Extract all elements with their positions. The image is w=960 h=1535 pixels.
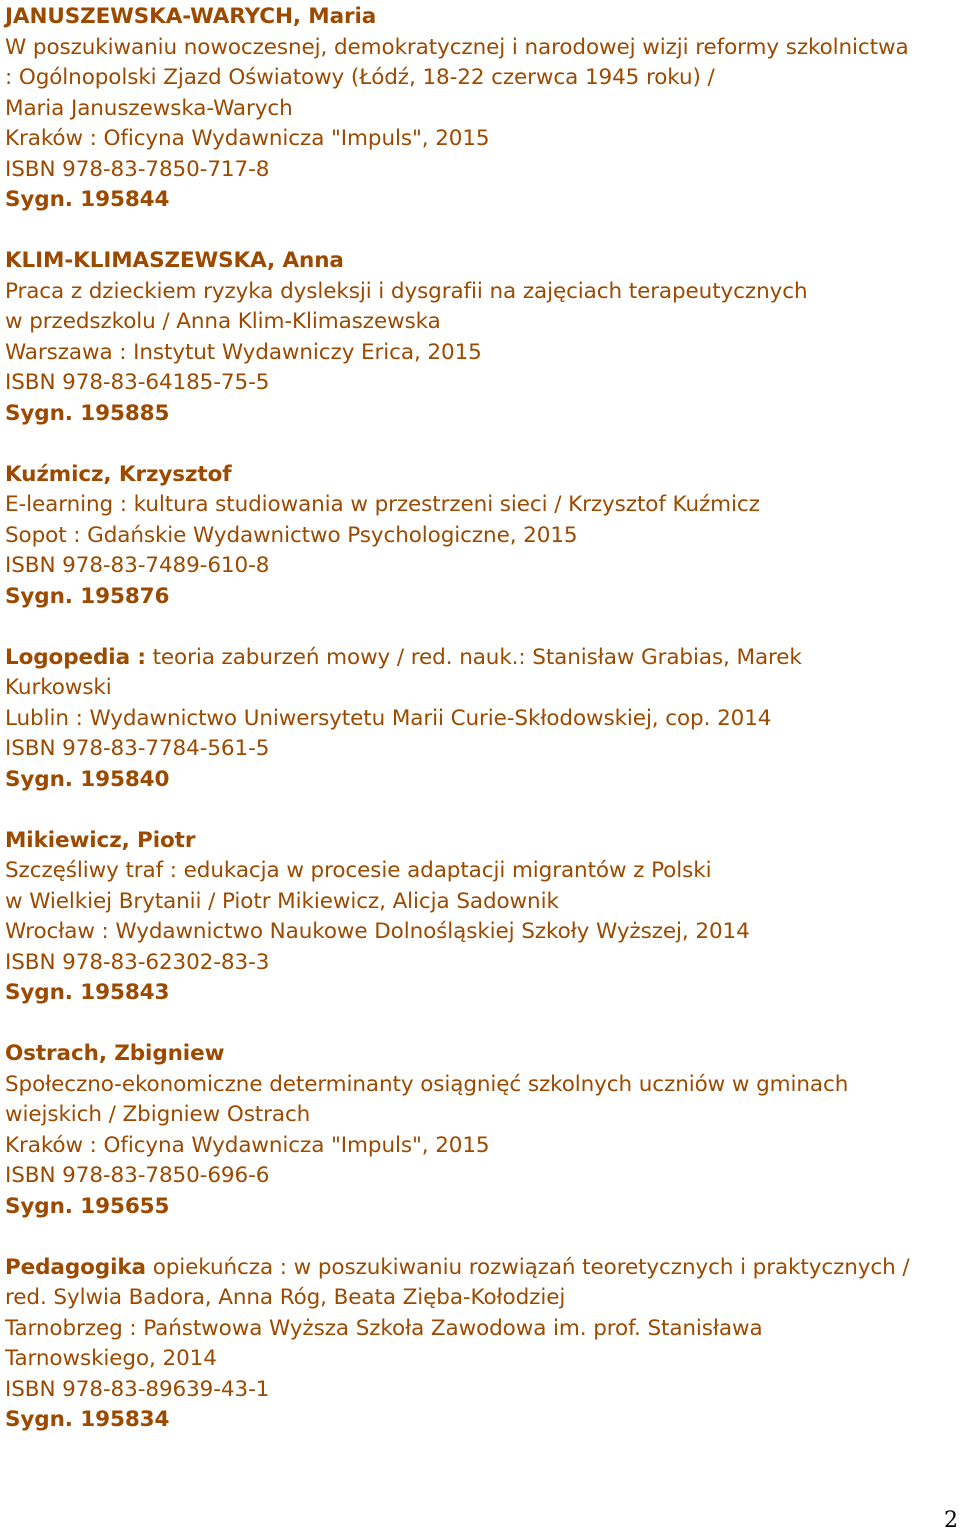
entry-isbn: ISBN 978-83-89639-43-1 (5, 1376, 270, 1402)
entry-call-number: Sygn. 195876 (5, 583, 170, 609)
entry-author-heading: Ostrach, Zbigniew (5, 1041, 225, 1066)
bibliography-entry (5, 2, 955, 216)
entry-author-heading: Kuźmicz, Krzysztof (5, 461, 232, 487)
bibliography-entry (5, 826, 955, 1009)
bibliography-entry (5, 643, 955, 796)
page-number: 2 (944, 1508, 958, 1533)
entry-responsibility-line: Kurkowski (5, 675, 112, 700)
entry-title-line: wiejskich / Zbigniew Ostrach (5, 1102, 311, 1127)
entry-isbn: ISBN 978-83-7489-610-8 (5, 553, 270, 578)
entry-title-line: w przedszkolu / Anna Klim-Klimaszewska (5, 309, 441, 334)
entry-isbn: ISBN 978-83-7850-717-8 (5, 156, 270, 182)
entry-call-number: Sygn. 195843 (5, 980, 170, 1005)
entry-title-rest: teoria zaburzeń mowy / red. nauk.: Stanisław Grabias, Marek (145, 644, 802, 670)
entry-call-number: Sygn. 195840 (5, 766, 170, 792)
entry-isbn: ISBN 978-83-62302-83-3 (5, 949, 270, 975)
entry-title-keyword: Logopedia : (5, 644, 146, 670)
entry-author-heading: KLIM-KLIMASZEWSKA, Anna (5, 248, 344, 273)
entry-call-number: Sygn. 195834 (5, 1407, 170, 1432)
entry-publisher-line: Sopot : Gdańskie Wydawnictwo Psychologiczne, 2015 (5, 522, 578, 548)
bibliography-entry (5, 460, 955, 613)
entry-title-rest: opiekuńcza : w poszukiwaniu rozwiązań teoretycznych i praktycznych / (145, 1254, 910, 1280)
entry-publisher-line: Kraków : Oficyna Wydawnicza "Impuls", 2015 (5, 126, 490, 151)
entry-call-number: Sygn. 195844 (5, 187, 170, 212)
entry-title-keyword: Pedagogika (5, 1254, 146, 1280)
bibliography-entry (5, 1253, 955, 1436)
bibliography-entry (5, 246, 955, 429)
entry-title-line: Społeczno-ekonomiczne determinanty osiągnięć szkolnych uczniów w gminach (5, 1071, 849, 1097)
entry-author-heading: JANUSZEWSKA-WARYCH, Maria (5, 4, 377, 29)
entry-publisher-line: Tarnobrzeg : Państwowa Wyższa Szkoła Zawodowa im. prof. Stanisława (5, 1315, 763, 1341)
entry-title-line (5, 1253, 955, 1284)
entry-isbn: ISBN 978-83-7784-561-5 (5, 736, 270, 761)
entry-publisher-line: Tarnowskiego, 2014 (5, 1346, 217, 1371)
entry-title-line: Praca z dzieckiem ryzyka dysleksji i dysgrafii na zajęciach terapeutycznych (5, 278, 808, 304)
entry-publisher-line: Kraków : Oficyna Wydawnicza "Impuls", 2015 (5, 1132, 490, 1158)
entry-isbn: ISBN 978-83-64185-75-5 (5, 370, 270, 395)
entry-author-heading: Mikiewicz, Piotr (5, 827, 196, 853)
entry-title-line: Szczęśliwy traf : edukacja w procesie adaptacji migrantów z Polski (5, 858, 712, 883)
entry-publisher-line: Warszawa : Instytut Wydawniczy Erica, 2015 (5, 339, 482, 365)
entry-responsibility-line: Maria Januszewska-Warych (5, 95, 293, 121)
entry-title-line: E-learning : kultura studiowania w przestrzeni sieci / Krzysztof Kuźmicz (5, 492, 760, 517)
entry-isbn: ISBN 978-83-7850-696-6 (5, 1163, 270, 1188)
bibliography-list (5, 2, 955, 1466)
entry-responsibility-line: red. Sylwia Badora, Anna Róg, Beata Zięba-Kołodziej (5, 1285, 566, 1310)
bibliography-entry (5, 1039, 955, 1222)
entry-call-number: Sygn. 195655 (5, 1193, 170, 1219)
entry-title-line: : Ogólnopolski Zjazd Oświatowy (Łódź, 18-22 czerwca 1945 roku) / (5, 65, 715, 90)
entry-title-line (5, 643, 955, 674)
entry-title-line: w Wielkiej Brytanii / Piotr Mikiewicz, Alicja Sadownik (5, 888, 559, 914)
entry-call-number: Sygn. 195885 (5, 400, 170, 426)
entry-publisher-line: Wrocław : Wydawnictwo Naukowe Dolnośląskiej Szkoły Wyższej, 2014 (5, 919, 750, 944)
entry-title-line: W poszukiwaniu nowoczesnej, demokratycznej i narodowej wizji reformy szkolnictwa (5, 34, 909, 60)
entry-publisher-line: Lublin : Wydawnictwo Uniwersytetu Marii Curie-Skłodowskiej, cop. 2014 (5, 705, 772, 731)
